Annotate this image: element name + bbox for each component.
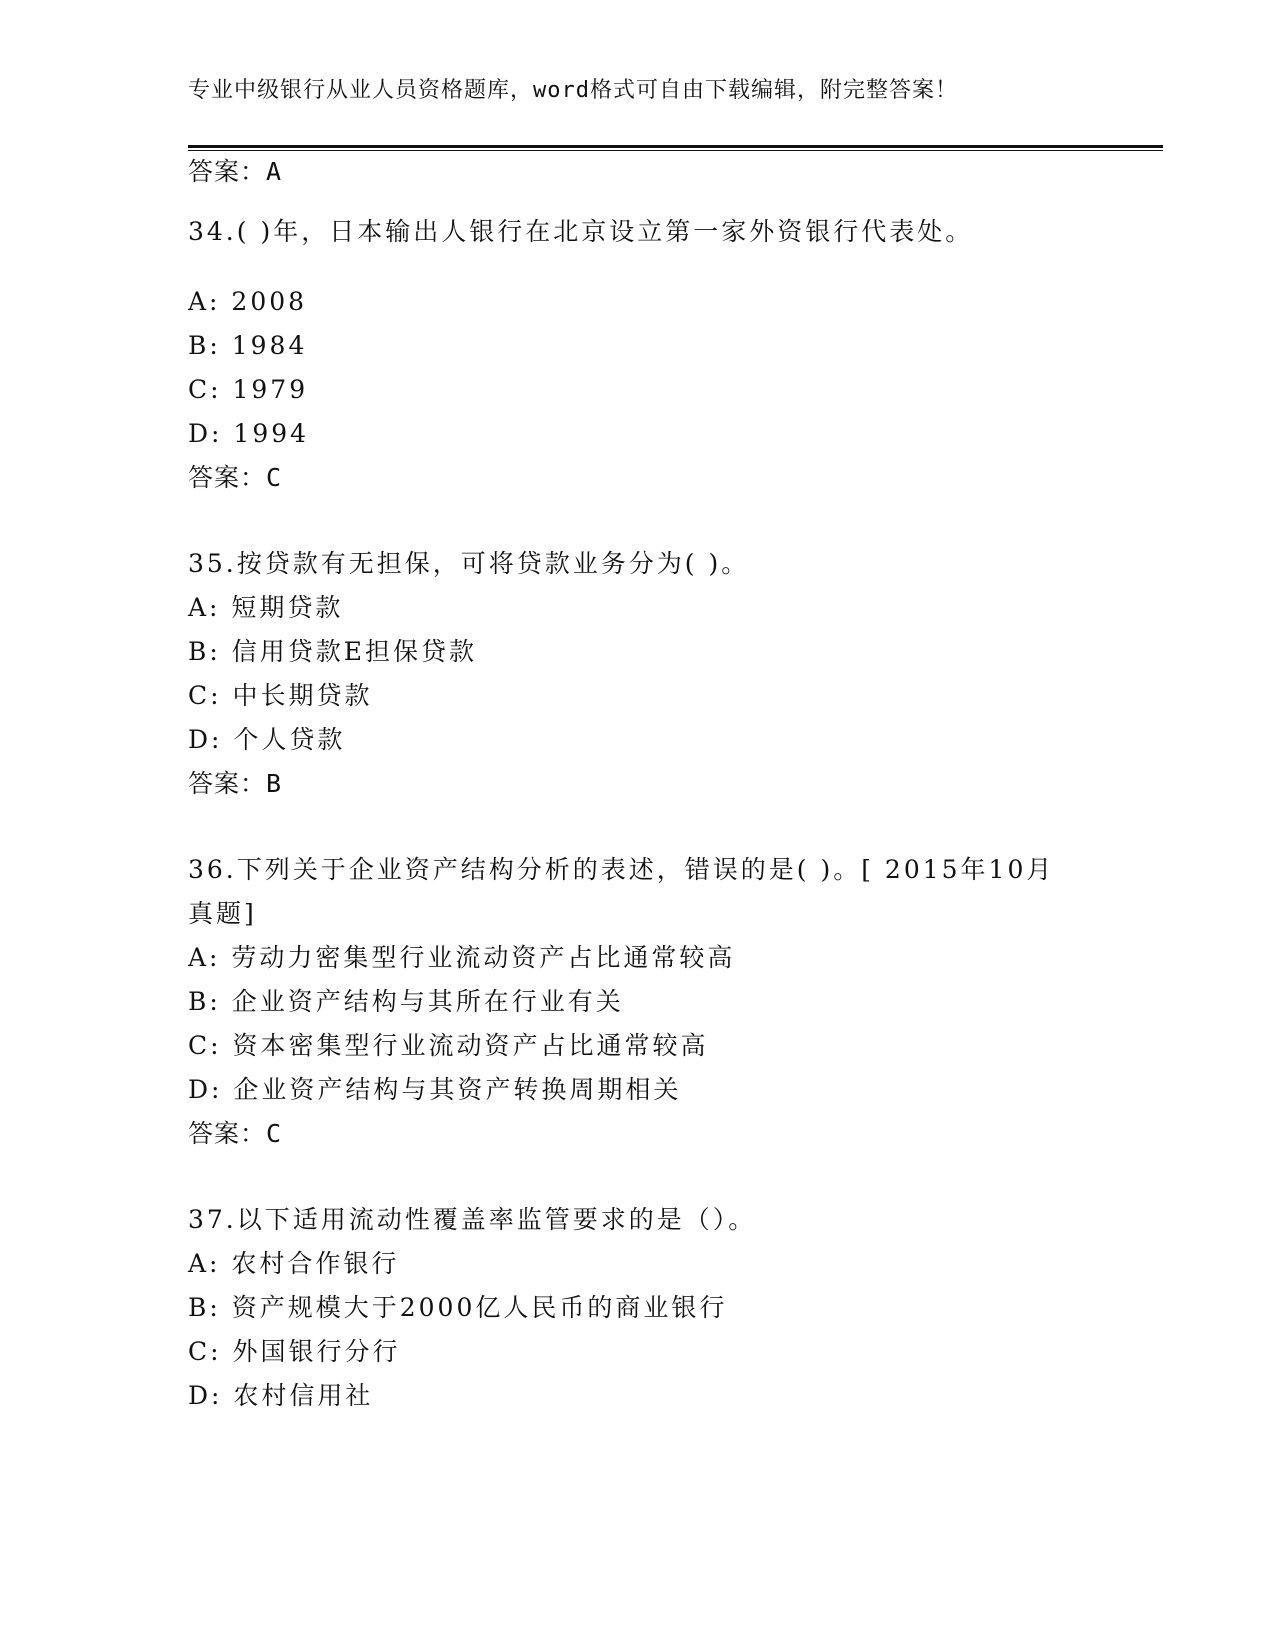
- question-34-option-c: C: 1979: [188, 375, 309, 404]
- question-37-option-b: B: 资产规模大于2000亿人民币的商业银行: [188, 1293, 728, 1322]
- question-37-option-d: D: 农村信用社: [188, 1381, 374, 1410]
- question-36: 36.下列关于企业资产结构分析的表述，错误的是( )。[ 2015年10月: [188, 855, 1055, 884]
- question-36-option-b: B: 企业资产结构与其所在行业有关: [188, 987, 624, 1016]
- answer-35: 答案：B: [188, 769, 283, 798]
- question-34-option-d: D: 1994: [188, 419, 310, 448]
- question-35-option-c: C: 中长期贷款: [188, 681, 373, 710]
- question-36-continued: 真题]: [188, 899, 257, 928]
- question-35-option-d: D: 个人贷款: [188, 725, 346, 754]
- question-35: 35.按贷款有无担保，可将贷款业务分为( )。: [188, 549, 750, 578]
- question-36-option-d: D: 企业资产结构与其资产转换周期相关: [188, 1075, 682, 1104]
- question-35-option-a: A: 短期贷款: [188, 593, 344, 622]
- answer-34: 答案：C: [188, 463, 283, 492]
- question-34-option-b: B: 1984: [188, 331, 308, 360]
- answer-36: 答案：C: [188, 1119, 283, 1148]
- question-37: 37.以下适用流动性覆盖率监管要求的是（）。: [188, 1205, 757, 1234]
- answer-33: 答案：A: [188, 157, 283, 186]
- question-36-option-c: C: 资本密集型行业流动资产占比通常较高: [188, 1031, 709, 1060]
- header-divider: [188, 145, 1163, 151]
- question-37-option-c: C: 外国银行分行: [188, 1337, 401, 1366]
- question-37-option-a: A: 农村合作银行: [188, 1249, 400, 1278]
- question-36-option-a: A: 劳动力密集型行业流动资产占比通常较高: [188, 943, 736, 972]
- question-34: 34.( )年，日本输出人银行在北京设立第一家外资银行代表处。: [188, 217, 974, 246]
- question-34-option-a: A: 2008: [188, 287, 308, 316]
- question-35-option-b: B: 信用贷款E担保贷款: [188, 637, 477, 666]
- page-header: 专业中级银行从业人员资格题库，word格式可自由下载编辑，附完整答案！: [188, 78, 958, 103]
